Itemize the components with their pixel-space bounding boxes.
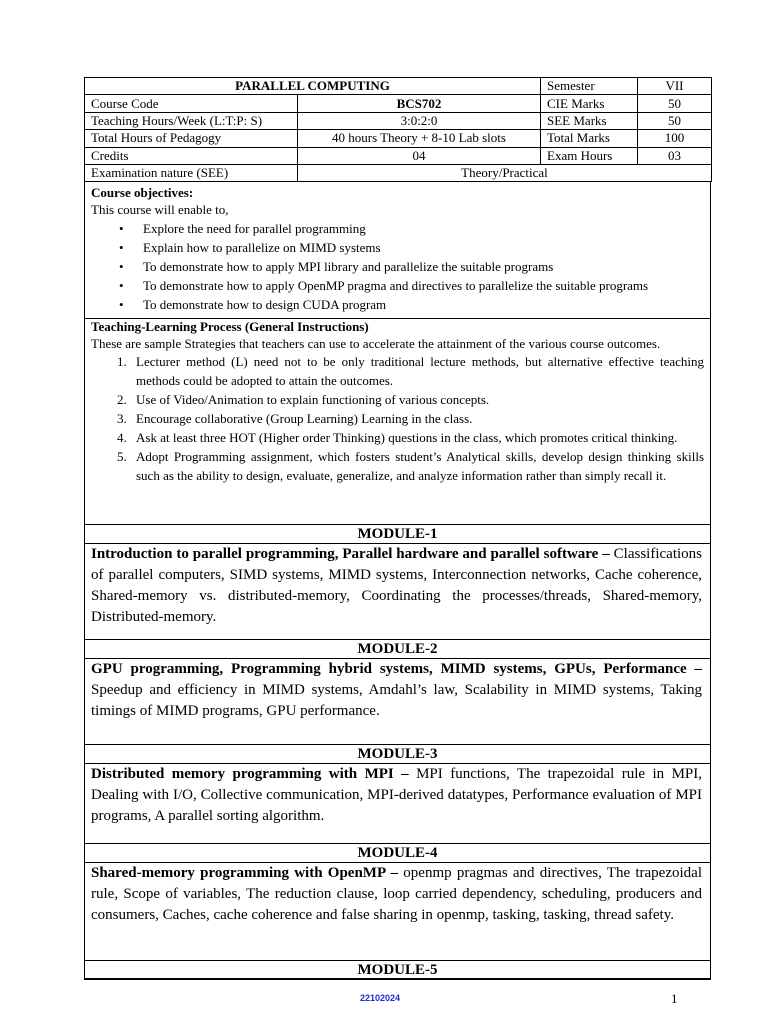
total-marks-value: 100 [638, 130, 712, 147]
total-marks-label: Total Marks [541, 130, 638, 147]
teaching-process-section [84, 319, 711, 525]
see-marks-value: 50 [638, 112, 712, 129]
exam-hours-value: 03 [638, 147, 712, 164]
table-row [85, 78, 712, 95]
cie-marks-value: 50 [638, 95, 712, 112]
item-text: Lecturer method (L) need not to be only traditional lecture methods, but alternative effective teaching methods could be adopted to attain the outcomes. [136, 354, 704, 389]
module-topics-text: openmp pragmas and directives, The trapezoidal rule, Scope of variables, The reduction clause, loop carried dependency, scheduling, producers and consumers, Caches, cache coherence and false sharing in openmp, tasking, tasking, thread safety. [91, 865, 702, 924]
credits-label: Credits [85, 147, 298, 164]
module-topics-bold: Distributed memory programming with MPI – [91, 766, 409, 783]
module-title: MODULE-2 [85, 640, 710, 659]
item-number: 2. [117, 392, 127, 408]
module-4-section [84, 844, 711, 961]
list-item [91, 352, 704, 390]
module-3-section [84, 745, 711, 844]
item-text: Adopt Programming assignment, which fosters student’s Analytical skills, develop design thinking skills such as the ability to design, evaluate, generalize, and analyze information rather than simply recall it. [136, 449, 704, 484]
module-1-section [84, 525, 711, 640]
syllabus-page [84, 77, 711, 980]
module-2-section [84, 640, 711, 745]
table-row [85, 112, 712, 129]
item-text: Ask at least three HOT (Higher order Thinking) questions in the class, which promotes critical thinking. [136, 430, 678, 446]
item-text: Encourage collaborative (Group Learning) Learning in the class. [136, 411, 473, 427]
module-topics-bold: Introduction to parallel programming, Parallel hardware and parallel software – [91, 546, 610, 563]
module-title: MODULE-4 [85, 844, 710, 863]
teaching-process-list [91, 352, 704, 485]
list-item [91, 409, 704, 428]
course-objectives-section [84, 182, 711, 319]
objectives-intro: This course will enable to, [91, 202, 229, 218]
module-body [85, 863, 710, 960]
list-item [91, 428, 704, 447]
list-item: • Explore the need for parallel programming [113, 219, 704, 238]
item-number: 4. [117, 430, 127, 446]
semester-value: VII [638, 78, 712, 95]
list-item [91, 447, 704, 485]
list-item: • To demonstrate how to design CUDA program [113, 295, 704, 314]
see-marks-label: SEE Marks [541, 112, 638, 129]
module-topics-text: Classifications of parallel computers, SIMD systems, MIMD systems, Interconnection networks, Cache coherence, Shared-memory vs. distributed-memory, Coordinating the processes/threads, Shared-memory, Distributed-memory. [91, 546, 702, 626]
exam-hours-label: Exam Hours [541, 147, 638, 164]
item-number: 3. [117, 411, 127, 427]
module-topics-bold: GPU programming, Programming hybrid systems, MIMD systems, GPUs, Performance – [91, 661, 702, 678]
module-title: MODULE-5 [85, 961, 710, 979]
course-code-label: Course Code [85, 95, 298, 112]
course-title: PARALLEL COMPUTING [85, 78, 541, 95]
exam-nature-label: Examination nature (SEE) [85, 164, 298, 181]
module-topics-text: MPI functions, The trapezoidal rule in MPI, Dealing with I/O, Collective communication, MPI-derived datatypes, Performance evaluation of MPI programs, A parallel sorting algorithm. [91, 766, 703, 825]
credits-value: 04 [298, 147, 541, 164]
page-number: 1 [671, 991, 678, 1006]
module-body [85, 764, 710, 843]
module-body [85, 659, 710, 744]
module-5-section [84, 961, 711, 980]
cie-marks-label: CIE Marks [541, 95, 638, 112]
teaching-hours-value: 3:0:2:0 [298, 112, 541, 129]
teaching-process-heading: Teaching-Learning Process (General Instructions) [91, 319, 369, 335]
list-item: • To demonstrate how to apply MPI library and parallelize the suitable programs [113, 257, 704, 276]
item-text: Use of Video/Animation to explain functioning of various concepts. [136, 392, 490, 408]
table-row [85, 95, 712, 112]
course-info-table [84, 77, 712, 182]
module-title: MODULE-3 [85, 745, 710, 764]
table-row [85, 164, 712, 181]
pedagogy-hours-label: Total Hours of Pedagogy [85, 130, 298, 147]
item-number: 1. [117, 354, 127, 370]
table-row [85, 147, 712, 164]
table-row [85, 130, 712, 147]
module-topics-text: Speedup and efficiency in MIMD systems, Amdahl’s law, Scalability in MIMD systems, Taking timings of MIMD programs, GPU performance. [91, 682, 702, 720]
exam-nature-value: Theory/Practical [298, 164, 712, 181]
semester-label: Semester [541, 78, 638, 95]
pedagogy-hours-value: 40 hours Theory + 8-10 Lab slots [298, 130, 541, 147]
list-item: • To demonstrate how to apply OpenMP pragma and directives to parallelize the suitable programs [113, 276, 704, 295]
module-title: MODULE-1 [85, 525, 710, 544]
teaching-hours-label: Teaching Hours/Week (L:T:P: S) [85, 112, 298, 129]
document-id: 22102024 [360, 993, 401, 1003]
module-body [85, 544, 710, 639]
list-item [91, 390, 704, 409]
teaching-process-intro: These are sample Strategies that teachers can use to accelerate the attainment of the various course outcomes. [91, 336, 661, 352]
module-topics-bold: Shared-memory programming with OpenMP – [91, 865, 399, 882]
list-item: • Explain how to parallelize on MIMD systems [113, 238, 704, 257]
course-code-value: BCS702 [298, 95, 541, 112]
objectives-list [91, 219, 704, 314]
objectives-heading: Course objectives: [91, 185, 194, 201]
item-number: 5. [117, 449, 127, 465]
